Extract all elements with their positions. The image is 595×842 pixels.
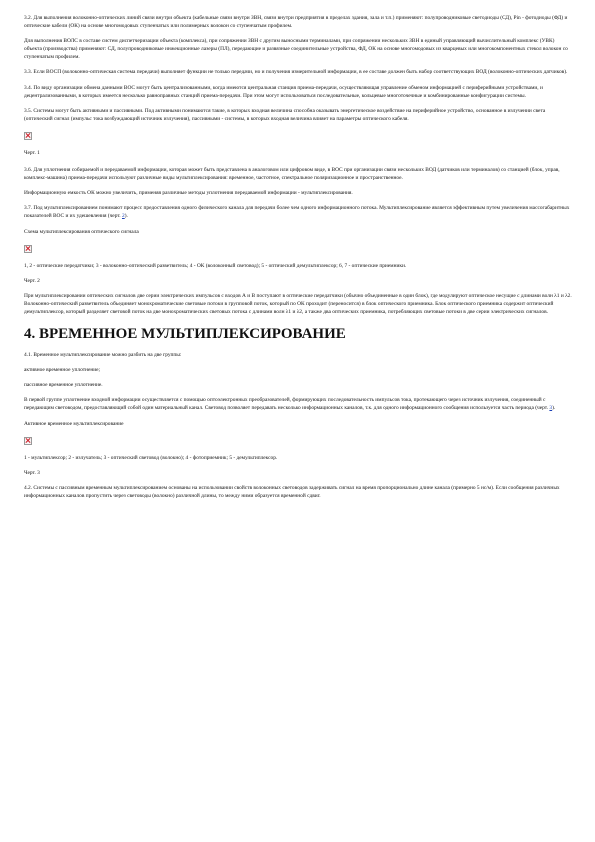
figure-2-link[interactable]: 2	[121, 213, 125, 220]
figure-2-legend: 1, 2 - оптические передатчики; 3 - волоконно-оптический разветвитель; 4 - ОК (волоконный световод); 5 - оптический демультиплексор; 6, 7 - оптические приемники.	[24, 262, 407, 269]
scheme-title: Схема мультиплексирования оптического сигнала	[24, 228, 139, 235]
paragraph-capacity: Информационную емкость ОК можно увеличить, применяя различные методы уплотнения передаваемой информации - мультиплексирования.	[24, 190, 353, 197]
figure-3-link[interactable]: 3	[549, 405, 553, 412]
figure-3-caption: Черт. 3	[24, 469, 40, 476]
figure-2	[24, 245, 572, 253]
paragraph-3-3: 3.3. Если ВОСП (волоконно-оптическая система передачи) выполняет функции не только передачи, но и получения измерительной информации, в ее составе должен быть набор соответствующих ВОД (волоконно-оптических датчиков).	[24, 69, 568, 76]
paragraph-first-group: В первой группе уплотнение входной информации осуществляется с помощью оптоэлектронных преобразователей, формирующих последовательность импульсов тока, протекающего через источник излучения, соединенный с передающим световодом, предоставляющий собой один материальный канал. Световод позволяет передавать несколько информационных каналов, т.к. для одного информационного сообщения используется часть периода (черт. 3).	[24, 397, 556, 412]
figure-2-caption: Черт. 2	[24, 277, 40, 284]
figure-1-caption: Черт. 1	[24, 149, 40, 156]
paragraph-4-2: 4.2. Системы с пассивным временным мультиплексированием основаны на использовании свойств волоконных световодов задерживать сигнал на время пропорционально длине канала (примерно 5 нс/м). Если сообщения различных информационных каналов пропустить через световоды (волокно) различной длины, то между ними образуется временной сдвиг.	[24, 484, 560, 499]
broken-image-icon	[24, 245, 32, 253]
broken-image-icon	[24, 437, 32, 445]
list-item-active: активное временное уплотнение;	[24, 367, 101, 374]
figure-3-legend: 1 - мультиплексор; 2 - излучатель; 3 - оптический световод (волокно); 4 - фотоприемник; 5 - демультиплексор.	[24, 454, 278, 461]
paragraph-3-4: 3.4. По виду организации обмена данными ВОС могут быть централизованными, когда имеются центральная станция приема-передачи, осуществляющая управление обменом информацией с периферийными устройствами, и децентрализованными, в которых имеется несколько равноправных станций приема-передачи. При этом могут использоваться последовательные, кольцевые многоточечные и комбинированные конфигурации системы.	[24, 84, 543, 99]
scheme-3-title: Активное временное мультиплексирование	[24, 420, 124, 427]
paragraph-3-5: 3.5. Системы могут быть активными и пассивными. Под активными понимаются такие, в которых входная величина способна оказывать энергетическое воздействие на периферийное устройство, основанное в излучении света (оптический сигнал (импульс тока возбуждающий источник излучения), пассивными - системы, в которых входная величина влияет на параметры оптического кабеля.	[24, 107, 546, 122]
paragraph-3-6: 3.6. Для уплотнения собираемой и передаваемой информации, которая может быть представлена в аналоговом или цифровом виде, в ВОС при организации связи нескольких ВОД (датчиков или терминалов) со станцией (блок, управ, комплекс-машина) приема-передачи используют различные виды мультиплексирования: временное, частотное, спектральное поляризационное и пространственное.	[24, 167, 560, 182]
figure-1	[24, 132, 572, 140]
broken-image-icon	[24, 132, 32, 140]
section-heading: 4. ВРЕМЕННОЕ МУЛЬТИПЛЕКСИРОВАНИЕ	[24, 326, 346, 343]
document-page	[24, 14, 572, 500]
paragraph-multiplexing: При мультиплексировании оптических сигналов две серии электрических импульсов с входов А и В поступают в оптические передатчики (обычно объединенные в один блок), где модулируют оптическое несущие с длинами волн λ1 и λ2. Волоконно-оптический разветвитель объединяет монохроматические световые потоки в групповой поток, который по ОК проходит (переносится) в блок оптического приемника. Блок оптического приемника содержит оптический демультиплексор, который разделяет световой поток на две монохроматических световых потока с длинами волн λ1 и λ2, а также два оптических приемника, потребляющих световые потоки в две серии электрических сигналов.	[24, 292, 572, 315]
paragraph-4-1: 4.1. Временное мультиплексирование можно разбить на две группы:	[24, 352, 182, 359]
paragraph-3-7: 3.7. Под мультиплексированием понимают процесс предоставления одного физического канала для передачи более чем одного информационного потока. Мультиплексирование является эффективным путем увеличения массогабаритных показателей ВОС и их удешевления (черт. 2).	[24, 205, 570, 220]
paragraph-3-2: 3.2. Для выполнения волоконно-оптических линий связи внутри объекта (кабельные связи внутри ЗВН, связи внутри предприятия в пределах здания, зала и т.п.) применяют: полупроводниковые светодиоды (СД), Pin - фотодиоды (ФД) и оптические кабели (ОК) на основе многомодовых ступенчатых или полимерных волокон со ступенчатым профилем.	[24, 15, 568, 30]
figure-3	[24, 437, 572, 445]
list-item-passive: пассивное временное уплотнение.	[24, 382, 103, 389]
paragraph-3-2-cont: Для выполнения ВОЛС в составе систем диспетчеризации объекта (комплекса), при сопряжении ЗВН с другим выносными терминалами, при сопряжении нескольких ЗВН в единый управляющий вычислительный комплекс (УВК) объекта (производства) применяют: СД, полупроводниковые инжекционные лазеры (ПЛ), передающие и развязные соединительные устройства, ФД, ОК на основе многомодовых из кварцевых или многокомпонентных стекол волокон со ступенчатым профилем.	[24, 38, 568, 61]
